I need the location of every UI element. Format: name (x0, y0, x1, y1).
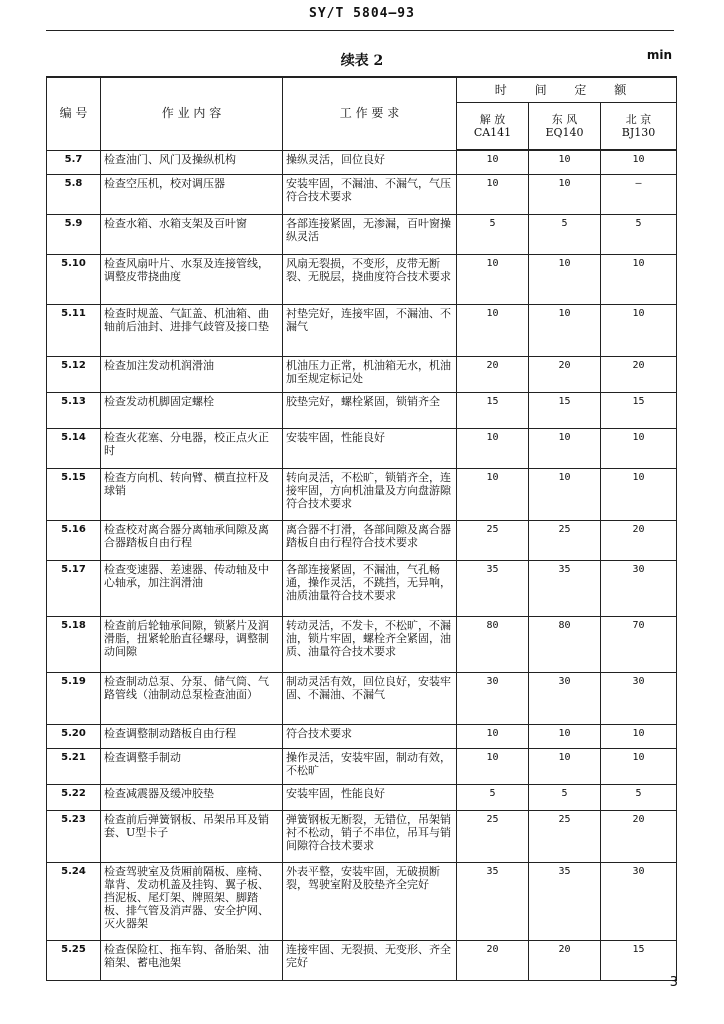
row-number: 5.20 (47, 724, 101, 748)
row-requirement: 符合技术要求 (283, 724, 457, 748)
table-row (47, 616, 677, 672)
time-ca141: 10 (457, 724, 529, 748)
table-row (47, 254, 677, 304)
time-ca141: 20 (457, 356, 529, 392)
row-requirement: 各部连接紧固，无渗漏，百叶窗操纵灵活 (283, 214, 457, 254)
table-row (47, 560, 677, 616)
time-ca141: 80 (457, 616, 529, 672)
row-number: 5.7 (47, 150, 101, 174)
time-bj130: — (601, 174, 677, 214)
time-eq140: 15 (529, 392, 601, 428)
row-requirement: 操作灵活，安装牢固，制动有效，不松旷 (283, 748, 457, 784)
table-row (47, 214, 677, 254)
row-number: 5.8 (47, 174, 101, 214)
time-bj130: 10 (601, 468, 677, 520)
row-number: 5.18 (47, 616, 101, 672)
time-ca141: 25 (457, 810, 529, 862)
row-content: 检查油门、风门及操纵机构 (101, 150, 283, 174)
header-rule (46, 30, 674, 31)
page-number: 3 (669, 975, 678, 990)
row-number: 5.23 (47, 810, 101, 862)
time-bj130: 5 (601, 784, 677, 810)
header-no: 编 号 (47, 77, 101, 150)
time-ca141: 5 (457, 214, 529, 254)
time-bj130: 30 (601, 560, 677, 616)
table-row (47, 672, 677, 724)
time-bj130: 10 (601, 304, 677, 356)
row-content: 检查前后轮轴承间隙，锁紧片及润滑脂，扭紧轮胎直径螺母，调整制动间隙 (101, 616, 283, 672)
vehicle-model: CA141 (473, 126, 512, 139)
time-eq140: 10 (529, 468, 601, 520)
row-number: 5.12 (47, 356, 101, 392)
row-content: 检查调整制动踏板自由行程 (101, 724, 283, 748)
row-content: 检查制动总泵、分泵、储气筒、气路管线（油制动总泵检查油面） (101, 672, 283, 724)
time-ca141: 10 (457, 150, 529, 174)
table-row (47, 428, 677, 468)
row-content: 检查方向机、转向臂、横直拉杆及球销 (101, 468, 283, 520)
time-ca141: 10 (457, 254, 529, 304)
table-row (47, 862, 677, 940)
row-requirement: 弹簧钢板无断裂，无错位，吊架销衬不松动，销子不串位，吊耳与销间隙符合技术要求 (283, 810, 457, 862)
table-row (47, 940, 677, 980)
vehicle-model: EQ140 (545, 126, 584, 139)
row-content: 检查加注发动机润滑油 (101, 356, 283, 392)
table-row (47, 304, 677, 356)
time-eq140: 30 (529, 672, 601, 724)
time-eq140: 10 (529, 724, 601, 748)
row-number: 5.25 (47, 940, 101, 980)
table-title: 续表 2 (340, 53, 384, 69)
row-requirement: 转动灵活，不发卡，不松旷，不漏油，锁片牢固，螺栓齐全紧固，油质、油量符合技术要求 (283, 616, 457, 672)
row-content: 检查风扇叶片、水泵及连接管线，调整皮带挠曲度 (101, 254, 283, 304)
time-eq140: 5 (529, 214, 601, 254)
time-ca141: 10 (457, 174, 529, 214)
time-ca141: 5 (457, 784, 529, 810)
row-number: 5.9 (47, 214, 101, 254)
row-number: 5.21 (47, 748, 101, 784)
table-row (47, 724, 677, 748)
time-eq140: 10 (529, 428, 601, 468)
row-content: 检查减震器及缓冲胶垫 (101, 784, 283, 810)
time-eq140: 80 (529, 616, 601, 672)
row-number: 5.15 (47, 468, 101, 520)
row-requirement: 胶垫完好，螺栓紧固，锁销齐全 (283, 392, 457, 428)
header-vehicle-bj130 (601, 103, 677, 151)
row-content: 检查驾驶室及货厢前隔板、座椅、靠背、发动机盖及挂钩、翼子板、挡泥板、尾灯架、牌照架、脚踏板、排气管及消声器、安全护网、灭火器架 (101, 862, 283, 940)
row-content: 检查前后弹簧钢板、吊架吊耳及销套、U型卡子 (101, 810, 283, 862)
time-bj130: 20 (601, 520, 677, 560)
row-content: 检查保险杠、拖车钩、备胎架、油箱架、蓄电池架 (101, 940, 283, 980)
standard-code: SY/T 5804—93 (309, 6, 415, 21)
row-content: 检查发动机脚固定螺栓 (101, 392, 283, 428)
header-time-quota: 时 间 定 额 (457, 77, 677, 103)
time-bj130: 15 (601, 392, 677, 428)
header-vehicle-ca141 (457, 103, 529, 151)
row-requirement: 离合器不打滑，各部间隙及离合器踏板自由行程符合技术要求 (283, 520, 457, 560)
row-requirement: 风扇无裂损，不变形，皮带无断裂、无脱层，挠曲度符合技术要求 (283, 254, 457, 304)
row-requirement: 衬垫完好，连接牢固，不漏油、不漏气 (283, 304, 457, 356)
table-row (47, 356, 677, 392)
time-ca141: 15 (457, 392, 529, 428)
row-content: 检查空压机，校对调压器 (101, 174, 283, 214)
time-bj130: 70 (601, 616, 677, 672)
header-requirement: 工 作 要 求 (283, 77, 457, 150)
time-bj130: 10 (601, 748, 677, 784)
row-requirement: 转向灵活，不松旷，锁销齐全，连接牢固，方向机油量及方向盘游隙符合技术要求 (283, 468, 457, 520)
row-number: 5.24 (47, 862, 101, 940)
vehicle-name: 北 京 (625, 113, 652, 126)
time-ca141: 25 (457, 520, 529, 560)
row-requirement: 各部连接紧固，不漏油，气孔畅通，操作灵活，不跳挡，无异响，油质油量符合技术要求 (283, 560, 457, 616)
row-requirement: 连接牢固、无裂损、无变形、齐全完好 (283, 940, 457, 980)
vehicle-name: 解 放 (479, 113, 506, 126)
row-requirement: 安装牢固，性能良好 (283, 428, 457, 468)
table-row (47, 748, 677, 784)
table-row (47, 810, 677, 862)
vehicle-model: BJ130 (621, 126, 656, 139)
row-requirement: 机油压力正常，机油箱无水，机油加至规定标记处 (283, 356, 457, 392)
time-bj130: 30 (601, 672, 677, 724)
row-number: 5.13 (47, 392, 101, 428)
table-row (47, 150, 677, 174)
vehicle-name: 东 风 (551, 113, 578, 126)
header-content: 作 业 内 容 (101, 77, 283, 150)
row-content: 检查调整手制动 (101, 748, 283, 784)
row-requirement: 操纵灵活，回位良好 (283, 150, 457, 174)
row-requirement: 外表平整，安装牢固，无破损断裂，驾驶室附及胶垫齐全完好 (283, 862, 457, 940)
time-eq140: 10 (529, 304, 601, 356)
row-requirement: 安装牢固，不漏油、不漏气，气压符合技术要求 (283, 174, 457, 214)
time-eq140: 10 (529, 150, 601, 174)
row-requirement: 制动灵活有效，回位良好，安装牢固、不漏油、不漏气 (283, 672, 457, 724)
time-eq140: 10 (529, 748, 601, 784)
time-eq140: 10 (529, 254, 601, 304)
time-eq140: 20 (529, 940, 601, 980)
row-content: 检查时规盖、气缸盖、机油箱、曲轴前后油封、进排气歧管及接口垫 (101, 304, 283, 356)
row-number: 5.14 (47, 428, 101, 468)
row-content: 检查火花塞、分电器，校正点火正时 (101, 428, 283, 468)
time-ca141: 10 (457, 428, 529, 468)
header-vehicle-eq140 (529, 103, 601, 151)
time-ca141: 30 (457, 672, 529, 724)
time-bj130: 20 (601, 810, 677, 862)
time-bj130: 5 (601, 214, 677, 254)
time-eq140: 35 (529, 862, 601, 940)
table-row (47, 174, 677, 214)
row-number: 5.10 (47, 254, 101, 304)
row-number: 5.17 (47, 560, 101, 616)
time-eq140: 25 (529, 810, 601, 862)
time-ca141: 10 (457, 748, 529, 784)
row-number: 5.16 (47, 520, 101, 560)
table-row (47, 784, 677, 810)
row-number: 5.11 (47, 304, 101, 356)
time-ca141: 35 (457, 862, 529, 940)
unit-label: min (646, 48, 672, 62)
time-bj130: 10 (601, 428, 677, 468)
table-row (47, 392, 677, 428)
row-content: 检查水箱、水箱支架及百叶窗 (101, 214, 283, 254)
time-eq140: 10 (529, 174, 601, 214)
row-requirement: 安装牢固，性能良好 (283, 784, 457, 810)
time-bj130: 10 (601, 150, 677, 174)
time-bj130: 10 (601, 254, 677, 304)
time-eq140: 35 (529, 560, 601, 616)
time-bj130: 20 (601, 356, 677, 392)
row-number: 5.22 (47, 784, 101, 810)
time-ca141: 35 (457, 560, 529, 616)
time-ca141: 10 (457, 468, 529, 520)
time-bj130: 15 (601, 940, 677, 980)
time-quota-table (46, 76, 677, 981)
time-ca141: 10 (457, 304, 529, 356)
row-content: 检查校对离合器分离轴承间隙及离合器踏板自由行程 (101, 520, 283, 560)
row-content: 检查变速器、差速器、传动轴及中心轴承，加注润滑油 (101, 560, 283, 616)
table-row (47, 520, 677, 560)
time-eq140: 20 (529, 356, 601, 392)
row-number: 5.19 (47, 672, 101, 724)
time-ca141: 20 (457, 940, 529, 980)
time-bj130: 10 (601, 724, 677, 748)
table-row (47, 468, 677, 520)
time-bj130: 30 (601, 862, 677, 940)
time-eq140: 5 (529, 784, 601, 810)
time-eq140: 25 (529, 520, 601, 560)
